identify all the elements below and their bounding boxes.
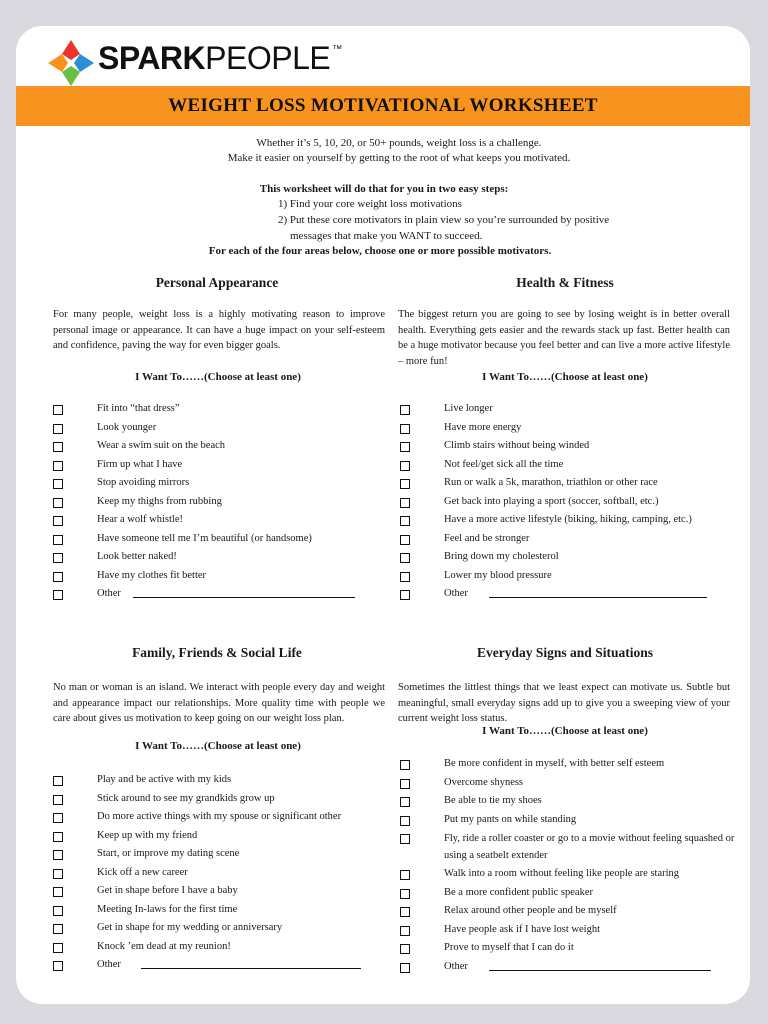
section-description-family-friends: No man or woman is an island. We interact with people every day and weight and appearance impact our relationships. More quality time with people we care about gives us motivation to keep going on our weight loss plan.	[53, 682, 385, 724]
item-label: Kick off a new career	[97, 866, 188, 878]
list-item	[400, 865, 740, 884]
checkbox[interactable]	[400, 535, 410, 545]
item-label: Get back into playing a sport (soccer, softball, etc.)	[444, 495, 659, 507]
checkbox[interactable]	[400, 907, 410, 917]
item-label: Live longer	[444, 403, 493, 414]
section-title-everyday-signs: Everyday Signs and Situations	[477, 645, 653, 660]
checkbox[interactable]	[400, 553, 410, 563]
checkbox[interactable]	[400, 926, 410, 936]
list-item	[400, 437, 740, 456]
list-item	[53, 938, 393, 957]
item-label: Play and be active with my kids	[97, 774, 232, 785]
checkbox[interactable]	[53, 832, 63, 842]
list-item	[400, 774, 740, 793]
item-label: Have more energy	[444, 421, 522, 433]
list-item	[400, 548, 740, 567]
checkbox[interactable]	[53, 516, 63, 526]
checkbox[interactable]	[400, 424, 410, 434]
item-label: Keep my thighs from rubbing	[97, 495, 222, 507]
checkbox[interactable]	[53, 795, 63, 805]
item-label: Do more active things with my spouse or significant other	[97, 811, 342, 822]
section-description-health-fitness: The biggest return you are going to see by losing weight is in better overall health. Everything gets easier and the rewards stack up fast. Better health can be a huge motivator because you feel better and can live a more active lifestyle – more fun!	[398, 309, 730, 367]
checkbox[interactable]	[53, 813, 63, 823]
checklist-family-friends	[53, 771, 393, 975]
other-write-in-line[interactable]	[489, 970, 711, 971]
checkbox[interactable]	[400, 590, 410, 600]
checkbox[interactable]	[400, 405, 410, 415]
want-heading-family-friends: I Want To……(Choose at least one)	[135, 740, 301, 752]
trademark-symbol: ™	[332, 44, 342, 55]
item-label: Climb stairs without being winded	[444, 440, 590, 451]
checkbox[interactable]	[400, 479, 410, 489]
item-label: Start, or improve my dating scene	[97, 848, 240, 859]
list-item	[53, 567, 393, 586]
list-item	[400, 456, 740, 475]
checkbox[interactable]	[53, 590, 63, 600]
item-label: Other	[444, 588, 468, 599]
list-item	[53, 474, 393, 493]
item-label: Have people ask if I have lost weight	[444, 923, 600, 935]
list-item	[400, 474, 740, 493]
brand-wordmark	[98, 40, 342, 77]
step-1: 1) Find your core weight loss motivations	[278, 198, 462, 210]
list-item	[400, 755, 740, 774]
item-label: Other	[444, 960, 468, 972]
checkbox[interactable]	[53, 424, 63, 434]
item-label: Get in shape for my wedding or anniversary	[97, 922, 283, 933]
item-label: Relax around other people and be myself	[444, 905, 617, 916]
item-label: Stop avoiding mirrors	[97, 477, 190, 488]
checkbox[interactable]	[400, 760, 410, 770]
list-item	[400, 419, 740, 438]
sparkpeople-logo-icon	[46, 38, 96, 88]
item-label: Fly, ride a roller coaster or go to a movie without feeling squashed or using a seatbelt extender	[444, 833, 735, 861]
steps-title: This worksheet will do that for you in two easy steps:	[259, 183, 509, 195]
item-label: Run or walk a 5k, marathon, triathlon or other race	[444, 477, 658, 488]
section-description-everyday-signs: Sometimes the littlest things that we least expect can motivate us. Subtle but meaningful, small everyday signs add up to give you a sweeping view of your current weight loss status.	[398, 682, 730, 724]
list-item	[400, 811, 740, 830]
brand-name-bold: SPARK	[98, 40, 206, 76]
list-item	[400, 530, 740, 549]
checkbox[interactable]	[53, 553, 63, 563]
item-label: Firm up what I have	[97, 458, 183, 470]
list-item	[400, 511, 740, 530]
item-label: Feel and be stronger	[444, 532, 530, 544]
item-label: Walk into a room without feeling like people are staring	[444, 868, 680, 879]
item-label: Have a more active lifestyle (biking, hiking, camping, etc.)	[444, 514, 692, 525]
item-label: Other	[97, 588, 121, 599]
list-item	[53, 808, 393, 827]
intro-line-2: Make it easier on yourself by getting to the root of what keeps you motivated.	[227, 152, 571, 164]
other-write-in-line[interactable]	[141, 968, 361, 969]
list-item-other	[400, 585, 740, 604]
item-label: Get in shape before I have a baby	[97, 885, 238, 896]
item-label: Have someone tell me I’m beautiful (or handsome)	[97, 532, 312, 544]
checkbox[interactable]	[400, 870, 410, 880]
list-item	[400, 792, 740, 811]
brand-name-light: PEOPLE	[205, 40, 331, 76]
instructions: For each of the four areas below, choose one or more possible motivators.	[208, 245, 552, 257]
item-label: Hear a wolf whistle!	[97, 514, 184, 525]
list-item	[400, 939, 740, 958]
checkbox[interactable]	[400, 797, 410, 807]
checkbox[interactable]	[400, 461, 410, 471]
list-item	[53, 882, 393, 901]
step-2-continued: messages that make you WANT to succeed.	[290, 230, 483, 242]
item-label: Wear a swim suit on the beach	[97, 440, 226, 451]
checkbox[interactable]	[400, 572, 410, 582]
list-item	[53, 400, 393, 419]
other-write-in-line[interactable]	[133, 597, 355, 598]
checkbox[interactable]	[53, 906, 63, 916]
checkbox[interactable]	[400, 442, 410, 452]
list-item	[53, 530, 393, 549]
item-label: Lower my blood pressure	[444, 569, 552, 581]
list-item	[53, 456, 393, 475]
intro-line-1: Whether it’s 5, 10, 20, or 50+ pounds, weight loss is a challenge.	[256, 137, 542, 149]
list-item	[53, 437, 393, 456]
list-item	[53, 511, 393, 530]
checkbox[interactable]	[400, 816, 410, 826]
list-item	[400, 829, 740, 865]
checkbox[interactable]	[53, 869, 63, 879]
checkbox[interactable]	[53, 479, 63, 489]
item-label: Fit into “that dress”	[97, 403, 180, 414]
checkbox[interactable]	[53, 943, 63, 953]
checklist-health-fitness	[400, 400, 740, 604]
list-item	[400, 400, 740, 419]
item-label: Keep up with my friend	[97, 829, 198, 841]
item-label: Not feel/get sick all the time	[444, 458, 564, 470]
list-item	[53, 790, 393, 809]
intro-text	[16, 136, 750, 166]
list-item-other	[53, 585, 393, 604]
list-item-other	[53, 956, 393, 975]
checkbox[interactable]	[53, 924, 63, 934]
list-item	[53, 845, 393, 864]
list-item	[400, 921, 740, 940]
checkbox[interactable]	[400, 944, 410, 954]
want-heading-health-fitness: I Want To……(Choose at least one)	[482, 371, 648, 383]
item-label: Prove to myself that I can do it	[444, 942, 574, 953]
list-item	[53, 827, 393, 846]
list-item	[53, 864, 393, 883]
other-write-in-line[interactable]	[489, 597, 707, 598]
checkbox[interactable]	[400, 498, 410, 508]
checkbox[interactable]	[53, 961, 63, 971]
item-label: Bring down my cholesterol	[444, 551, 559, 562]
item-label: Meeting In-laws for the first time	[97, 903, 238, 915]
list-item	[53, 919, 393, 938]
item-label: Have my clothes fit better	[97, 569, 207, 581]
checkbox[interactable]	[400, 516, 410, 526]
item-label: Look better naked!	[97, 551, 177, 562]
section-title-family-friends: Family, Friends & Social Life	[132, 645, 302, 660]
checkbox[interactable]	[53, 776, 63, 786]
checklist-personal-appearance	[53, 400, 393, 604]
item-label: Stick around to see my grandkids grow up	[97, 792, 275, 804]
checkbox[interactable]	[400, 779, 410, 789]
item-label: Knock ’em dead at my reunion!	[97, 940, 231, 952]
list-item	[400, 902, 740, 921]
list-item-other	[400, 958, 740, 977]
list-item	[400, 493, 740, 512]
list-item	[53, 419, 393, 438]
item-label: Look younger	[97, 421, 157, 433]
list-item	[53, 771, 393, 790]
item-label: Be a more confident public speaker	[444, 886, 593, 898]
list-item	[53, 548, 393, 567]
list-item	[53, 493, 393, 512]
checkbox[interactable]	[53, 887, 63, 897]
checkbox[interactable]	[53, 850, 63, 860]
checkbox[interactable]	[400, 889, 410, 899]
section-description-personal-appearance: For many people, weight loss is a highly motivating reason to improve personal image or appearance. It can have a huge impact on your self-esteem and confidence, paving the way for even bigger goals.	[53, 309, 385, 351]
item-label: Be more confident in myself, with better self esteem	[444, 758, 665, 769]
checkbox[interactable]	[53, 498, 63, 508]
want-heading-personal-appearance: I Want To……(Choose at least one)	[135, 371, 301, 383]
worksheet-title: WEIGHT LOSS MOTIVATIONAL WORKSHEET	[168, 95, 598, 116]
checkbox[interactable]	[53, 572, 63, 582]
item-label: Other	[97, 959, 121, 970]
checkbox[interactable]	[53, 442, 63, 452]
item-label: Be able to tie my shoes	[444, 795, 542, 806]
checklist-everyday-signs	[400, 755, 740, 976]
step-2: 2) Put these core motivators in plain view so you’re surrounded by positive	[278, 214, 610, 226]
item-label: Put my pants on while standing	[444, 813, 577, 825]
checkbox[interactable]	[53, 535, 63, 545]
checkbox[interactable]	[400, 834, 410, 844]
list-item	[400, 884, 740, 903]
worksheet-page	[16, 26, 750, 1004]
section-title-personal-appearance: Personal Appearance	[155, 275, 279, 290]
list-item	[53, 901, 393, 920]
item-label: Overcome shyness	[444, 776, 524, 788]
checkbox[interactable]	[53, 461, 63, 471]
checkbox[interactable]	[400, 963, 410, 973]
want-heading-everyday-signs: I Want To……(Choose at least one)	[482, 725, 648, 737]
checkbox[interactable]	[53, 405, 63, 415]
section-title-health-fitness: Health & Fitness	[516, 275, 614, 290]
list-item	[400, 567, 740, 586]
